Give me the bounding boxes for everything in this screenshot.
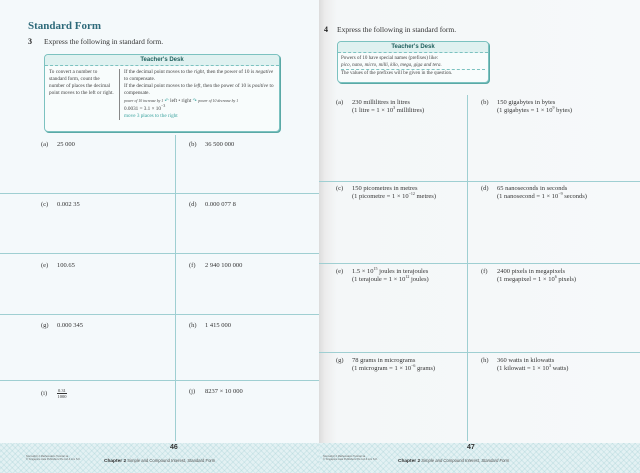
question-number: 3 xyxy=(28,37,32,46)
grid-divider xyxy=(319,352,640,353)
teachers-desk-box xyxy=(44,54,280,132)
teachers-desk-title: Teacher's Desk xyxy=(338,42,488,53)
exercise-item-a: (a) 230 millilitres in litres (1 litre = $1 \times 10^3$ millilitres) xyxy=(336,99,425,114)
grid-divider xyxy=(0,380,319,381)
footer-credit: Normal(A) 2 Mathematics Tutorial 1a © Singapore Asia Publishers Pte Ltd & Lim S.K. xyxy=(323,455,378,462)
exercise-item-i: (i) $\frac{0.31}{1000}$ xyxy=(41,388,67,399)
teachers-desk-tip: To convert a number to standard form, count the number of places the decimal point moves to the left or right. xyxy=(49,69,114,96)
rule-left: If the decimal point moves to the left, then the power of 10 is positive to compensate. xyxy=(124,83,274,96)
example-equation: $0.0031 = 3.1 \times 10^{-3}$ xyxy=(124,103,166,112)
exercise-item-e: (e) 100.65 xyxy=(41,262,75,269)
grid-divider xyxy=(0,193,319,194)
grid-divider xyxy=(0,253,319,254)
exercise-item-f: (f) 2400 pixels in megapixels (1 megapixel = $1 \times 10^6$ pixels) xyxy=(481,268,577,283)
exercise-item-b: (b) 150 gigabytes in bytes (1 gigabytes = $1 \times 10^9$ bytes) xyxy=(481,99,573,114)
direction-diagram: power of 10 increase by 1 ↶ left • right ↷ power of 10 decrease by 1 xyxy=(124,98,239,104)
exercise-item-g: (g) 78 grams in micrograms (1 microgram = $1 \times 10^{-6}$ grams) xyxy=(336,357,436,372)
grid-divider-vertical xyxy=(175,135,176,441)
question-number: 4 xyxy=(324,25,328,34)
exercise-item-a: (a) 25 000 xyxy=(41,141,75,148)
footer-chapter: Chapter 2 Simple and Compound Interest, Standard Form xyxy=(104,458,216,464)
footer-credit: Normal(A) 2 Mathematics Tutorial 1a © Singapore Asia Publishers Pte Ltd & Lim S.K. xyxy=(26,455,81,462)
exercise-item-h: (h) 1 415 000 xyxy=(189,322,231,329)
exercise-item-b: (b) 36 500 000 xyxy=(189,141,235,148)
grid-divider xyxy=(319,263,640,264)
question-text: Express the following in standard form. xyxy=(44,37,164,46)
grid-divider xyxy=(0,314,319,315)
teachers-desk-title: Teacher's Desk xyxy=(45,55,279,66)
left-page xyxy=(0,0,319,473)
exercise-item-e: (e) $1.5 \times 10^{15}$ joules in terajoules (1 terajoule = $1 \times 10^{12}$ joules) xyxy=(336,266,429,283)
exercise-item-j: (j) 8237 × 10 000 xyxy=(189,388,243,395)
exercise-item-d: (d) 0.000 077 8 xyxy=(189,201,236,208)
grid-divider-vertical xyxy=(467,95,468,441)
page-footer xyxy=(319,443,640,473)
exercise-item-f: (f) 2 940 100 000 xyxy=(189,262,243,269)
example-note: move 3 places to the right xyxy=(124,113,178,119)
exercise-item-h: (h) 360 watts in kilowatts (1 kilowatt = $1 \times 10^3$ watts) xyxy=(481,357,569,372)
prefix-list: pico, nano, micro, milli, kilo, mega, giga and tera. xyxy=(341,62,485,70)
exercise-item-d: (d) 65 nanoseconds in seconds (1 nanosecond = $1 \times 10^{-9}$ seconds) xyxy=(481,185,587,200)
grid-divider xyxy=(319,181,640,182)
fraction: $\frac{0.31}{1000}$ xyxy=(57,388,67,399)
question-text: Express the following in standard form. xyxy=(337,25,457,34)
exercise-item-g: (g) 0.000 345 xyxy=(41,322,83,329)
prefix-note: The values of the prefixes will be given in the question. xyxy=(341,71,453,76)
exercise-item-c: (c) 150 picometres in metres (1 picometre = $1 \times 10^{-12}$ metres) xyxy=(336,185,436,200)
teachers-desk-rules xyxy=(119,69,275,120)
exercise-item-c: (c) 0.002 35 xyxy=(41,201,80,208)
page-number: 46 xyxy=(170,444,178,451)
rule-right: If the decimal point moves to the right, then the power of 10 is negative to compensate. xyxy=(124,69,274,82)
prefix-intro: Powers of 10 have special names (prefixes) like: xyxy=(341,56,439,61)
page-footer xyxy=(0,443,319,473)
teachers-desk-box xyxy=(337,41,489,83)
page-number: 47 xyxy=(467,444,475,451)
section-title: Standard Form xyxy=(28,20,102,32)
footer-chapter: Chapter 2 Simple and Compound Interest, Standard Form xyxy=(398,458,510,464)
right-page xyxy=(319,0,640,473)
